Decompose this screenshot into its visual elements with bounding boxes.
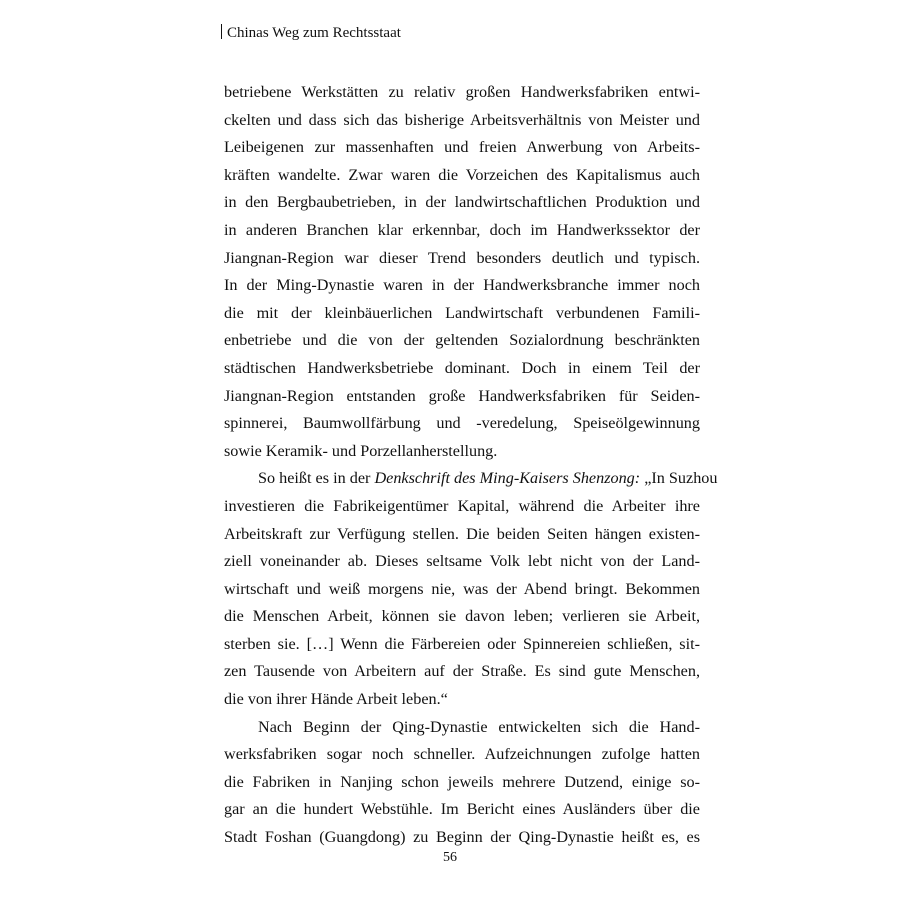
- text-line: die Fabriken in Nanjing schon jeweils mehrere Dutzend, einige so-: [224, 772, 700, 791]
- body-text: [224, 79, 718, 852]
- text-line: Jiangnan-Region entstanden große Handwerksfabriken für Seiden-: [224, 386, 700, 405]
- paragraph-3: [224, 714, 700, 852]
- text-line-with-title: [224, 465, 718, 493]
- text-line: ckelten und dass sich das bisherige Arbeitsverhältnis von Meister und: [224, 110, 700, 129]
- cited-work-title: Denkschrift des Ming-Kaisers Shenzong:: [374, 469, 641, 488]
- paragraph-1: [224, 79, 700, 465]
- text-line: enbetriebe und die von der geltenden Sozialordnung beschränkten: [224, 331, 700, 350]
- text-line: werksfabriken sogar noch schneller. Aufzeichnungen zufolge hatten: [224, 745, 700, 764]
- running-header: [221, 24, 401, 42]
- page-number: 56: [443, 850, 457, 865]
- text-line: in anderen Branchen klar erkennbar, doch im Handwerkssektor der: [224, 220, 700, 239]
- text-line: Nach Beginn der Qing-Dynastie entwickelten sich die Hand-: [258, 717, 700, 736]
- text-fragment: „In Suzhou: [640, 469, 718, 488]
- text-line: die mit der kleinbäuerlichen Landwirtschaft verbundenen Famili-: [224, 303, 700, 322]
- text-line: investieren die Fabrikeigentümer Kapital, während die Arbeiter ihre: [224, 496, 700, 515]
- text-line: Arbeitskraft zur Verfügung stellen. Die beiden Seiten hängen existen-: [224, 524, 700, 543]
- running-title: Chinas Weg zum Rechtsstaat: [227, 25, 401, 41]
- text-line: zen Tausende von Arbeitern auf der Straße. Es sind gute Menschen,: [224, 662, 700, 681]
- text-line: Leibeigenen zur massenhaften und freien Anwerbung von Arbeits-: [224, 138, 700, 157]
- header-rule: [221, 24, 222, 39]
- text-line: Stadt Foshan (Guangdong) zu Beginn der Qing-Dynastie heißt es, es: [224, 828, 700, 847]
- text-line: sowie Keramik- und Porzellanherstellung.: [224, 441, 498, 460]
- text-line: ziell voneinander ab. Dieses seltsame Volk lebt nicht von der Land-: [224, 552, 700, 571]
- text-line: spinnerei, Baumwollfärbung und -veredelung, Speiseölgewinnung: [224, 414, 700, 433]
- text-line: die von ihrer Hände Arbeit leben.“: [224, 690, 448, 709]
- text-line: wirtschaft und weiß morgens nie, was der Abend bringt. Bekommen: [224, 579, 700, 598]
- text-fragment: So heißt es in der: [258, 469, 375, 488]
- text-line: kräften wandelte. Zwar waren die Vorzeichen des Kapitalismus auch: [224, 165, 700, 184]
- paragraph-2: [224, 465, 718, 713]
- text-line: in den Bergbaubetrieben, in der landwirtschaftlichen Produktion und: [224, 193, 700, 212]
- text-line: sterben sie. […] Wenn die Färbereien oder Spinnereien schließen, sit-: [224, 634, 700, 653]
- text-line: die Menschen Arbeit, können sie davon leben; verlieren sie Arbeit,: [224, 607, 700, 626]
- text-line: städtischen Handwerksbetriebe dominant. Doch in einem Teil der: [224, 358, 700, 377]
- text-line: Jiangnan-Region war dieser Trend besonders deutlich und typisch.: [224, 248, 700, 267]
- text-line: gar an die hundert Webstühle. Im Bericht eines Ausländers über die: [224, 800, 700, 819]
- text-line: betriebene Werkstätten zu relativ großen Handwerksfabriken entwi-: [224, 83, 700, 101]
- text-line: In der Ming-Dynastie waren in der Handwerksbranche immer noch: [224, 276, 700, 295]
